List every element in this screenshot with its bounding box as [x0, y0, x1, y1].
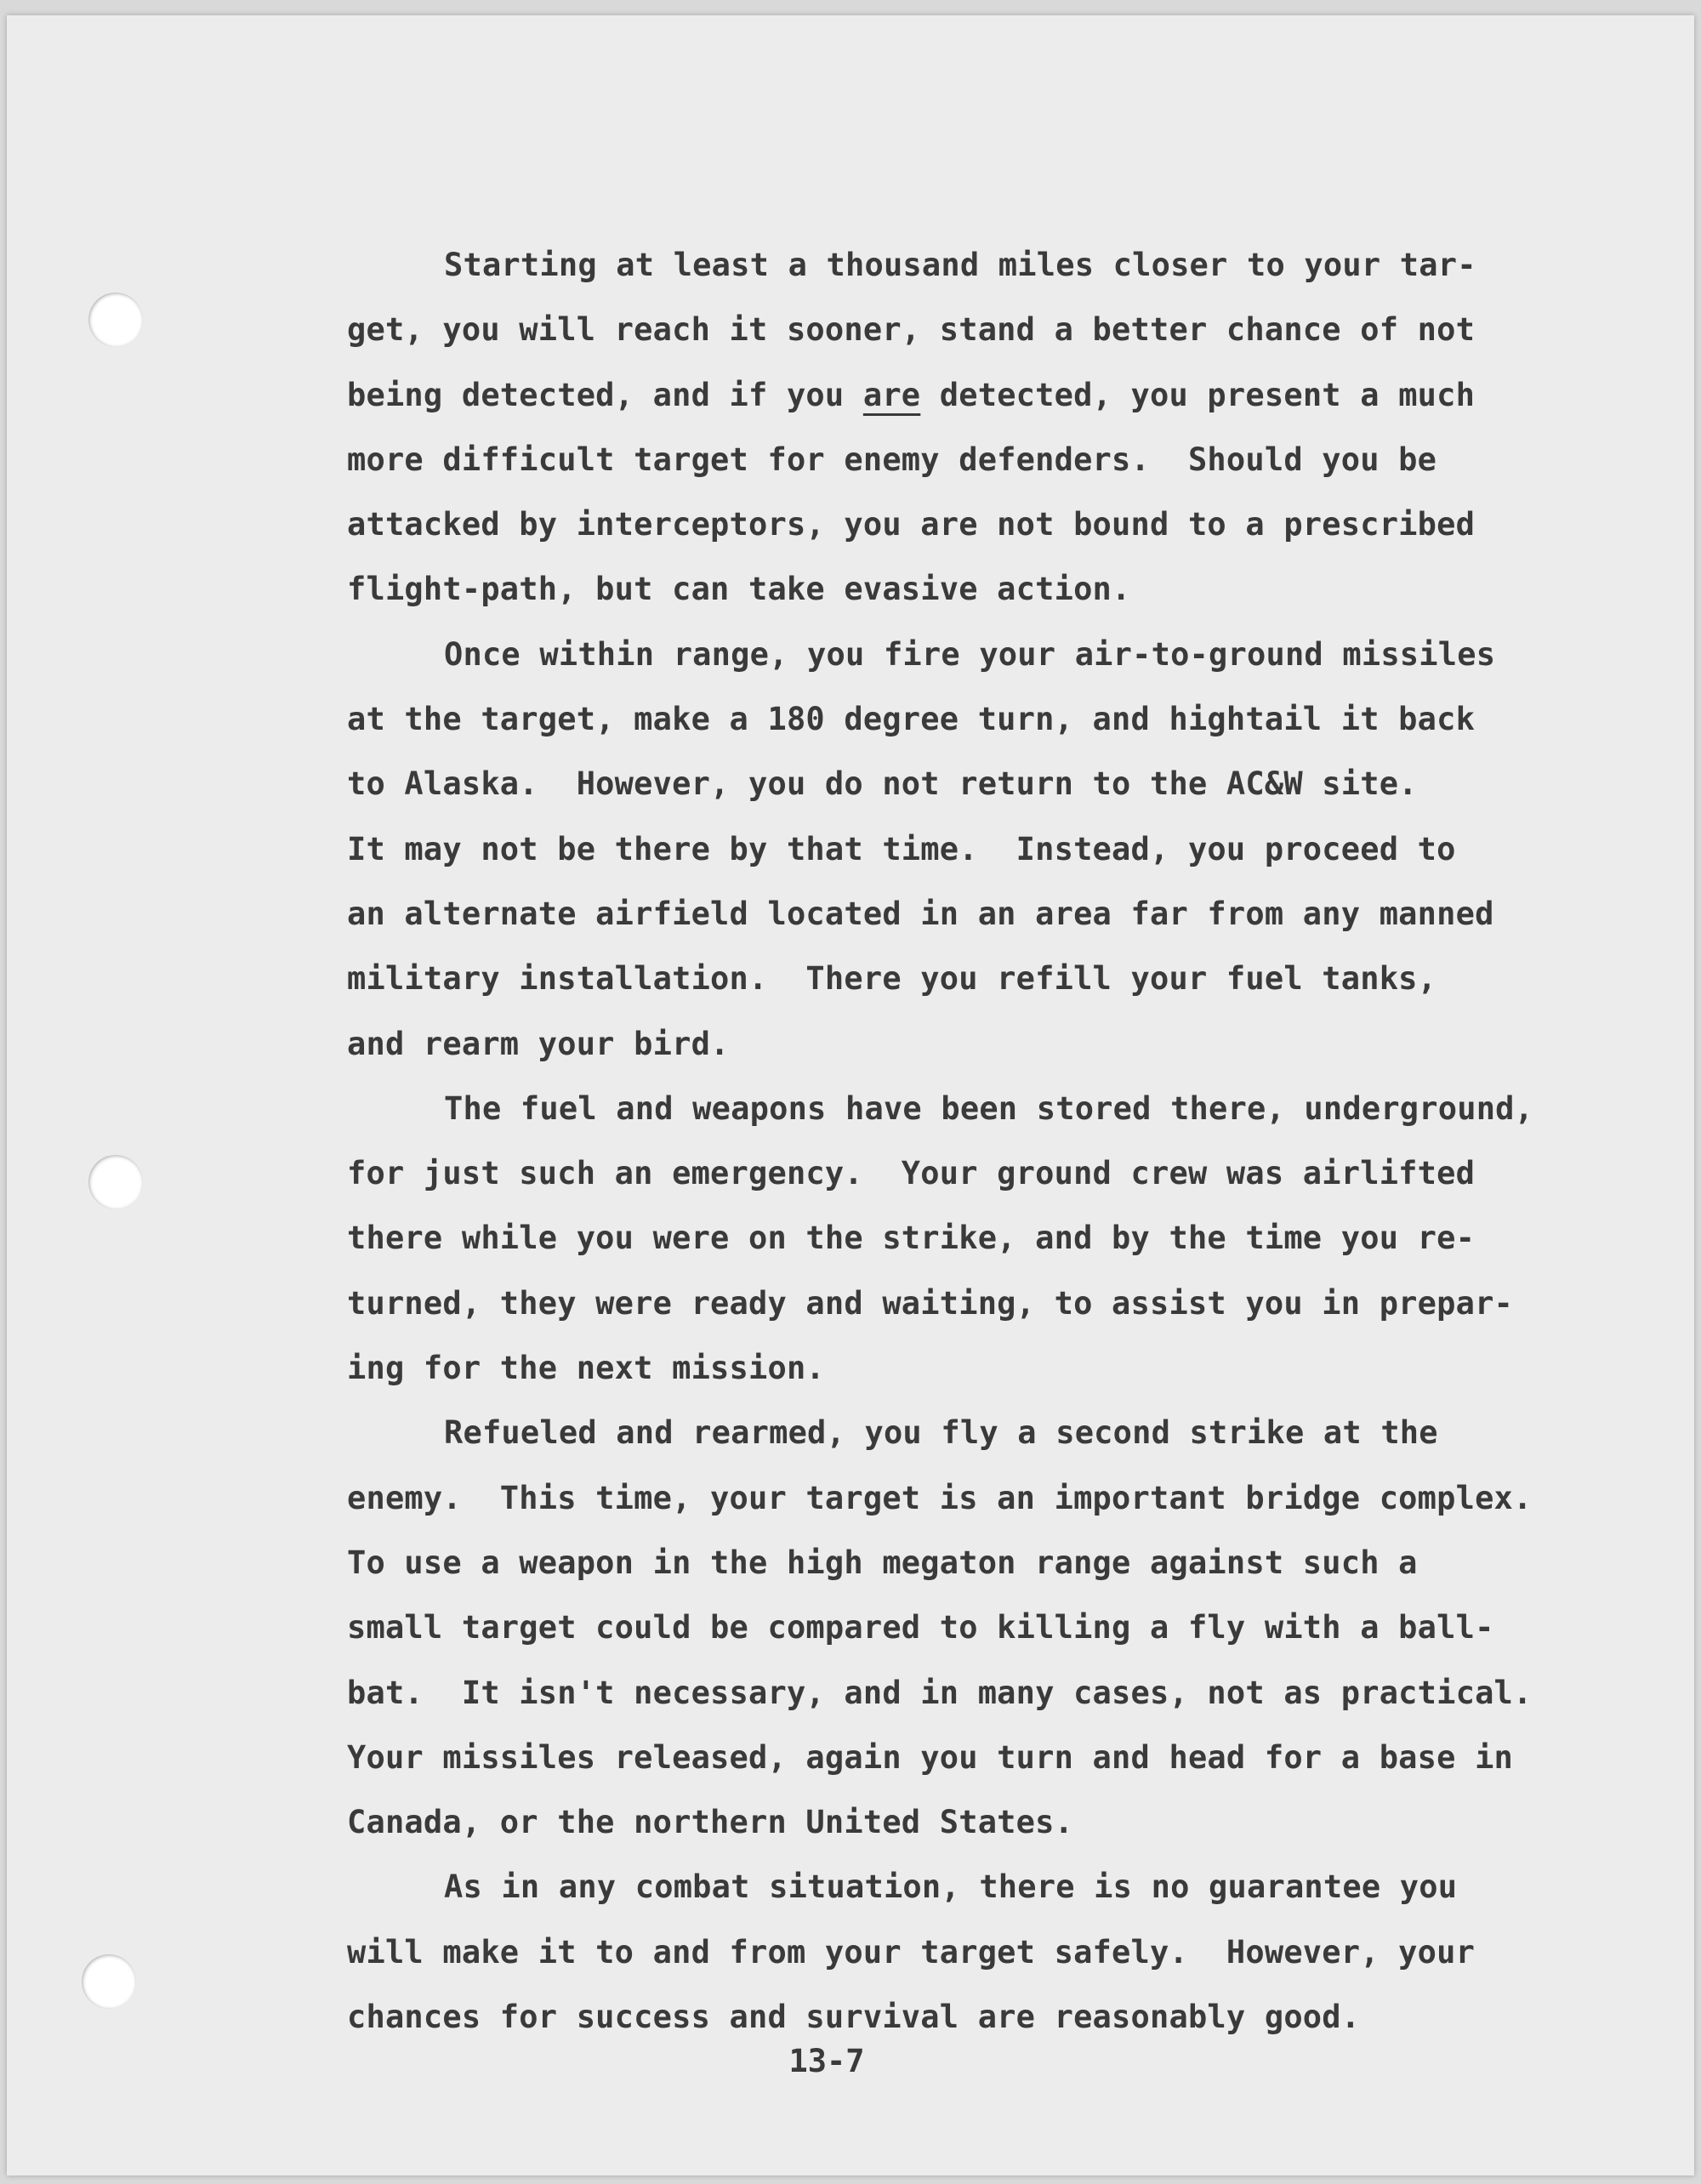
- text-line: chances for success and survival are reasonably good.: [347, 1999, 1361, 2036]
- text-line: to Alaska. However, you do not return to the AC&W site.: [347, 765, 1418, 803]
- text-line: turned, they were ready and waiting, to assist you in prepar-: [347, 1284, 1514, 1322]
- text-line: flight-path, but can take evasive action.: [347, 571, 1131, 608]
- text-line: small target could be compared to killing a fly with a ball-: [347, 1609, 1494, 1647]
- paragraph-5: [347, 1855, 1572, 2050]
- text-line: will make it to and from your target safely. However, your: [347, 1933, 1476, 1971]
- text-line: The fuel and weapons have been stored there, underground,: [444, 1089, 1534, 1127]
- paragraph-3: [347, 1077, 1572, 1401]
- text-line: Refueled and rearmed, you fly a second strike at the: [444, 1414, 1438, 1452]
- page-number: [7, 2043, 1694, 2079]
- text-line: more difficult target for enemy defenders. Should you be: [347, 441, 1437, 478]
- text-line: ing for the next mission.: [347, 1350, 825, 1387]
- text-line: Your missiles released, again you turn and head for a base in: [347, 1738, 1514, 1776]
- text-line: enemy. This time, your target is an important bridge complex.: [347, 1479, 1533, 1516]
- text-line: To use a weapon in the high megaton range against such a: [347, 1544, 1418, 1581]
- paragraph-1: [347, 233, 1572, 623]
- text-segment: detected, you present a much: [920, 376, 1476, 413]
- text-line-with-emphasis: [347, 363, 1572, 428]
- text-line: at the target, make a 180 degree turn, and hightail it back: [347, 701, 1476, 738]
- punch-hole-bottom: [82, 1954, 136, 2009]
- document-page: [7, 15, 1694, 2175]
- punch-hole-top: [88, 293, 143, 347]
- punch-hole-middle: [88, 1155, 143, 1209]
- text-line: Once within range, you fire your air-to-ground missiles: [444, 635, 1496, 673]
- text-line: As in any combat situation, there is no guarantee you: [444, 1868, 1458, 1906]
- text-line: for just such an emergency. Your ground crew was airlifted: [347, 1155, 1476, 1192]
- underlined-word: are: [862, 376, 921, 413]
- paragraph-4: [347, 1401, 1572, 1855]
- paragraph-2: [347, 623, 1572, 1077]
- text-line: Starting at least a thousand miles closer to your tar-: [444, 247, 1476, 283]
- text-line: bat. It isn't necessary, and in many cases, not as practical.: [347, 1674, 1533, 1711]
- text-segment: being detected, and if you: [347, 376, 863, 413]
- text-line: an alternate airfield located in an area far from any manned: [347, 895, 1494, 932]
- text-line: get, you will reach it sooner, stand a better chance of not: [347, 311, 1476, 349]
- page-number-text: 13-7: [788, 2043, 865, 2079]
- text-line: attacked by interceptors, you are not bound to a prescribed: [347, 506, 1476, 543]
- text-line: and rearm your bird.: [347, 1025, 730, 1062]
- text-line: It may not be there by that time. Instead, you proceed to: [347, 830, 1456, 867]
- text-line: Canada, or the northern United States.: [347, 1804, 1074, 1841]
- text-line: military installation. There you refill your fuel tanks,: [347, 960, 1437, 998]
- text-line: there while you were on the strike, and by the time you re-: [347, 1220, 1476, 1257]
- body-text: [347, 233, 1572, 2050]
